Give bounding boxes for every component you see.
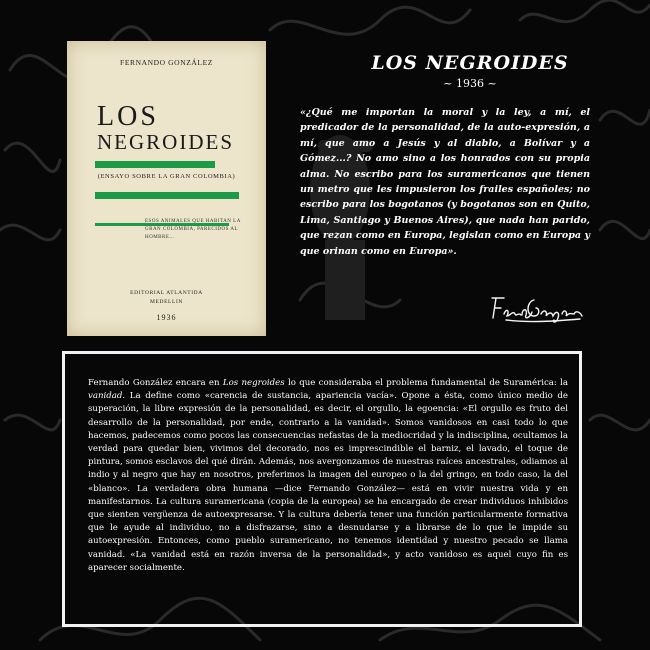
cover-green-bar [95, 192, 239, 199]
book-title-italic: Los negroides [222, 378, 285, 388]
body-text-part: . La define como «carencia de sustancia, apariencia vacía». Opone a ésta, como único medio de superación, la libre expresión de la personalidad, es decir, el orgullo, la egoencia: «El orgullo es fruto del desarrollo de la personalidad, por ende, contrario a la vanidad». Somos vanidosos en casi todo lo que hacemos, padecemos como pocos las consecuencias nefastas de la mediocridad y la indisciplina, ocultamos la verdad para quedar bien, vivimos del decorado, nos es imprescindible el barniz, el lavado, el toque de pintura, somos esclavos del qué dirán. Además, nos avergonzamos de nuestras raíces ancestrales, odiamos al indio y al negro que hay en nosotros, preferimos la imagen del europeo o la del gringo, en todo caso, la del «blanco». La verdadera obra humana —dice Fernando González— está en vivir nuestra vida y en manifestarnos. La cultura suramericana (copia de la europea) se ha encargado de crear individuos inhibidos que sienten vergüenza de autoexpresarse. Y la cultura debería tener una función particularmente formativa que le ayude al individuo, no a disfrazarse, sino a desnudarse y a librarse de lo que le impide su autoexpresión. Entonces, como pueblo suramericano, no tenemos identidad y nuestro pecado se llama vanidad. «La vanidad está en razón inversa de la personalidad», y acto vanidoso es aquel cuyo fin es aparecer socialmente. [88, 391, 568, 573]
cover-city: MEDELLIN [150, 299, 183, 305]
page-title: LOS NEGROIDES [371, 52, 569, 74]
quote-text: «¿Qué me importan la moral y la ley, a mí, el predicador de la personalidad, de la auto-expresión, a mí, que amo a Jesús y al diablo, a Bolívar y a Gómez...? No amo sino a los honrados con su propia alma. No escribo para los suramericanos que tienen un metro que les impusieron los frailes españoles; no escribo para los bogotanos (y bogotanos son en Quito, Lima, Santiago y Buenos Aires), que nada han parido, que rezan como en Europa, legislan como en Europa y que orinan como en Europa». [300, 107, 590, 257]
cover-publisher: EDITORIAL ATLANTIDA [130, 290, 203, 296]
body-text-part: lo que consideraba el problema fundamental de Suramérica: la [284, 378, 569, 388]
cover-green-bar [95, 161, 215, 168]
cover-title-line1: LOS [97, 101, 159, 132]
year-subtitle: ~ 1936 ~ [443, 77, 497, 90]
cover-year: 1936 [156, 313, 177, 322]
cover-title-line2: NEGROIDES [97, 130, 234, 154]
body-paragraph [88, 377, 568, 575]
body-text-part: Fernando González encara en [88, 378, 223, 388]
book-cover [67, 41, 266, 336]
author-signature [486, 290, 586, 326]
cover-epigraph: ESOS ANIMALES QUE HABITAN LA GRAN COLOMBIA, PARECIDOS AL HOMBRE... [145, 219, 241, 240]
cover-publisher-block [67, 289, 266, 307]
cover-author: FERNANDO GONZÁLEZ [120, 58, 213, 67]
vanidad-italic: vanidad [88, 391, 123, 402]
cover-subtitle: (ENSAYO SOBRE LA GRAN COLOMBIA) [97, 173, 236, 180]
